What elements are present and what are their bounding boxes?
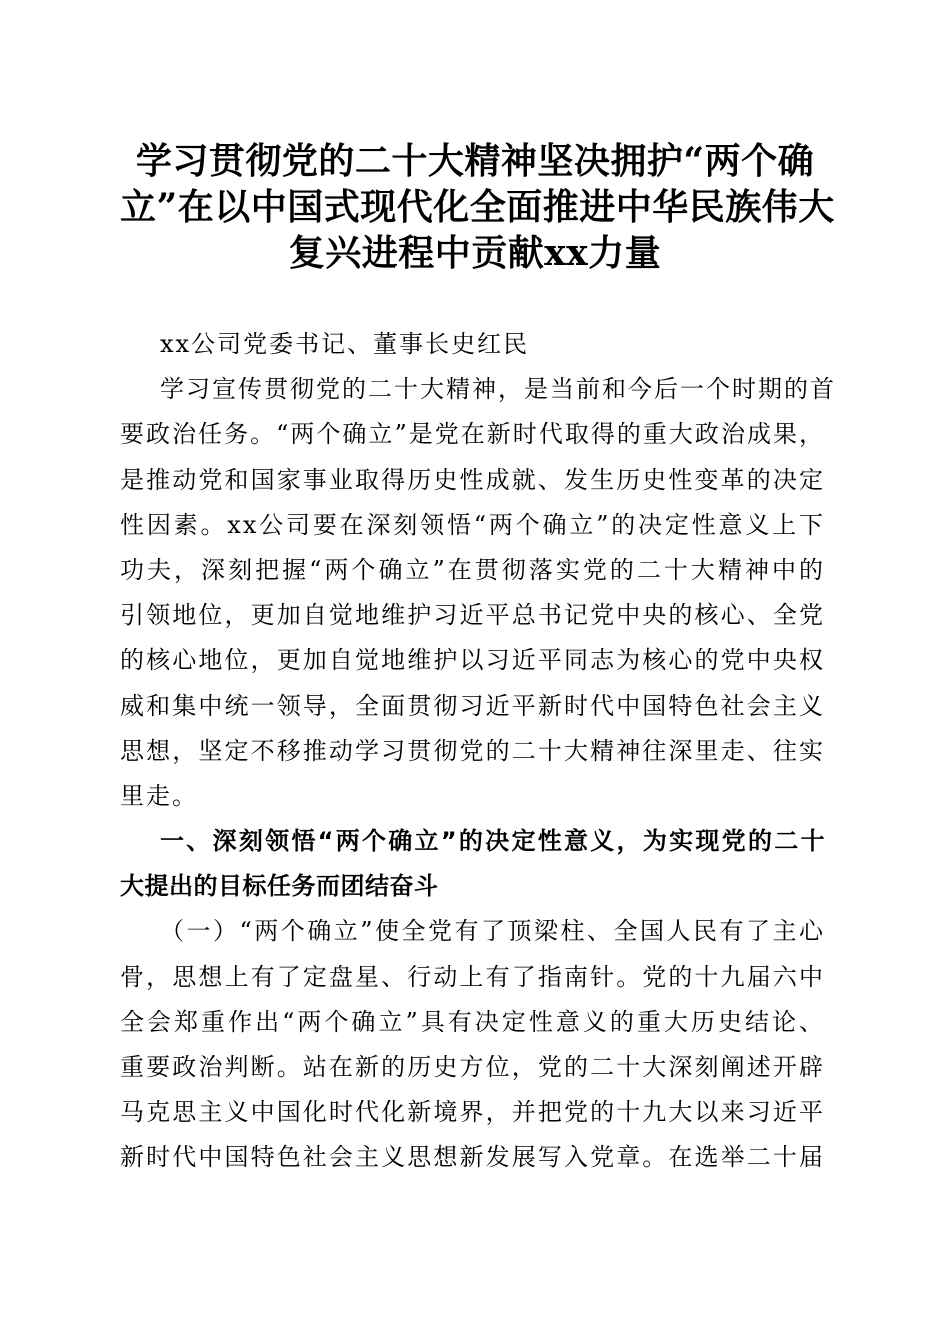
paragraph-line: 全会郑重作出“两个确立”具有决定性意义的重大历史结论、 <box>120 1007 825 1036</box>
paragraph-line: 重要政治判断。站在新的历史方位，党的二十大深刻阐述开辟 <box>120 1053 825 1081</box>
paragraph-line: 里走。 <box>120 781 198 810</box>
paragraph-line: 威和集中统一领导，全面贯彻习近平新时代中国特色社会主义 <box>120 691 825 720</box>
paragraph-line: （一）“两个确立”使全党有了顶梁柱、全国人民有了主心 <box>160 917 825 946</box>
title-line-2: 立”在以中国式现代化全面推进中华民族伟大 <box>120 186 835 228</box>
paragraph-line: 的核心地位，更加自觉地维护以习近平同志为核心的党中央权 <box>120 646 825 675</box>
heading-line: 大提出的目标任务而团结奋斗 <box>120 872 439 901</box>
paragraph-line: 骨，思想上有了定盘星、行动上有了指南针。党的十九届六中 <box>120 962 825 991</box>
section-heading-1 <box>120 819 825 909</box>
paragraph-line: 要政治任务。“两个确立”是党在新时代取得的重大政治成果， <box>120 420 825 449</box>
paragraph-line: 性因素。xx公司要在深刻领悟“两个确立”的决定性意义上下 <box>120 510 825 539</box>
document-title <box>120 138 835 276</box>
paragraph-line: 学习宣传贯彻党的二十大精神，是当前和今后一个时期的首 <box>160 375 836 404</box>
title-line-3: 复兴进程中贡献xx力量 <box>288 232 662 274</box>
paragraph-line: 马克思主义中国化时代化新境界，并把党的十九大以来习近平 <box>120 1098 825 1127</box>
author-line: xx公司党委书记、董事长史红民 <box>160 330 530 358</box>
heading-line: 一、深刻领悟“两个确立”的决定性意义，为实现党的二十 <box>160 827 825 856</box>
paragraph-line: 是推动党和国家事业取得历史性成就、发生历史性变革的决定 <box>120 465 825 494</box>
paragraph-intro <box>120 367 836 819</box>
paragraph-section-1-1 <box>120 909 825 1180</box>
paragraph-line: 引领地位，更加自觉地维护习近平总书记党中央的核心、全党 <box>120 601 825 630</box>
paragraph-line: 功夫，深刻把握“两个确立”在贯彻落实党的二十大精神中的 <box>120 555 825 584</box>
document-body <box>120 322 836 1181</box>
title-line-1: 学习贯彻党的二十大精神坚决拥护“两个确 <box>135 140 815 182</box>
paragraph-line: 思想，坚定不移推动学习贯彻党的二十大精神往深里走、往实 <box>120 736 825 765</box>
paragraph-line: 新时代中国特色社会主义思想新发展写入党章。在选举二十届 <box>120 1143 825 1172</box>
